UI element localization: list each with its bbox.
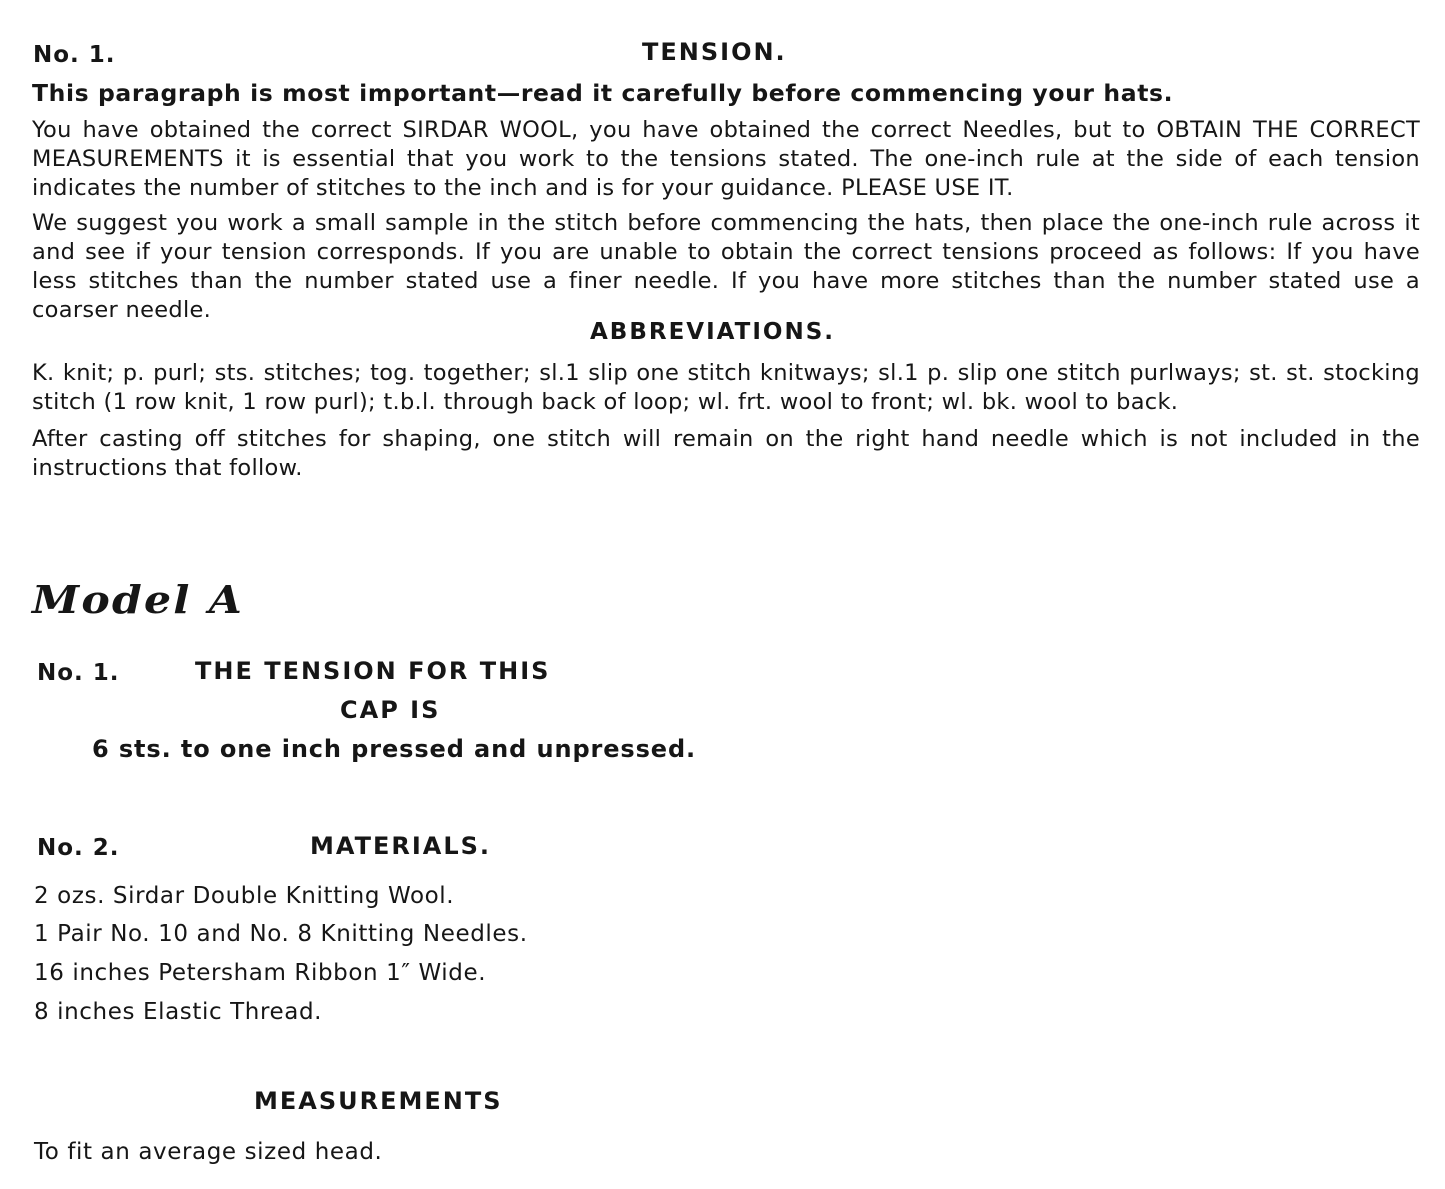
- abbreviations-heading: ABBREVIATIONS.: [590, 319, 836, 345]
- model-tension-heading-line-1: THE TENSION FOR THIS: [195, 657, 551, 685]
- materials-item: 8 inches Elastic Thread.: [34, 999, 323, 1025]
- materials-item: 16 inches Petersham Ribbon 1″ Wide.: [34, 960, 487, 986]
- tension-paragraph-2: We suggest you work a small sample in the stitch before commencing the hats, then place the one-inch rule across it and see if your tension corresponds. If you are unable to obtain the correct tensions proceed as follows: If you have less stitches than the number stated use a finer needle. If you have more stitches than the number stated use a coarser needle.: [32, 210, 1420, 323]
- tension-paragraph-1: You have obtained the correct SIRDAR WOOL, you have obtained the correct Needles, but to OBTAIN THE CORRECT MEASUREMENTS it is essential that you work to the tensions stated. The one-inch rule at the side of each tension indicates the number of stitches to the inch and is for your guidance. PLEASE USE IT.: [32, 117, 1420, 201]
- measurements-heading: MEASUREMENTS: [254, 1087, 503, 1115]
- materials-item: 2 ozs. Sirdar Double Knitting Wool.: [34, 883, 455, 909]
- materials-number: No. 2.: [37, 835, 120, 861]
- model-tension-number: No. 1.: [37, 660, 120, 686]
- materials-item: 1 Pair No. 10 and No. 8 Knitting Needles.: [34, 921, 528, 947]
- abbreviations-note: After casting off stitches for shaping, one stitch will remain on the right hand needle which is not included in the instructions that follow.: [32, 426, 1420, 481]
- model-tension-value: 6 sts. to one inch pressed and unpressed.: [92, 735, 697, 763]
- tension-section-number: No. 1.: [33, 42, 116, 68]
- materials-heading: MATERIALS.: [310, 832, 492, 860]
- abbreviations-list: K. knit; p. purl; sts. stitches; tog. together; sl.1 slip one stitch knitways; sl.1 p. slip one stitch purlways; st. st. stocking stitch (1 row knit, 1 row purl); t.b.l. through back of loop; wl. frt. wool to front; wl. bk. wool to back.: [32, 360, 1420, 415]
- model-tension-heading-line-2: CAP IS: [340, 696, 441, 724]
- tension-heading: TENSION.: [642, 38, 787, 66]
- important-note: This paragraph is most important—read it carefully before commencing your hats.: [32, 79, 1174, 107]
- model-title: Model A: [32, 577, 245, 622]
- measurements-text: To fit an average sized head.: [34, 1139, 383, 1165]
